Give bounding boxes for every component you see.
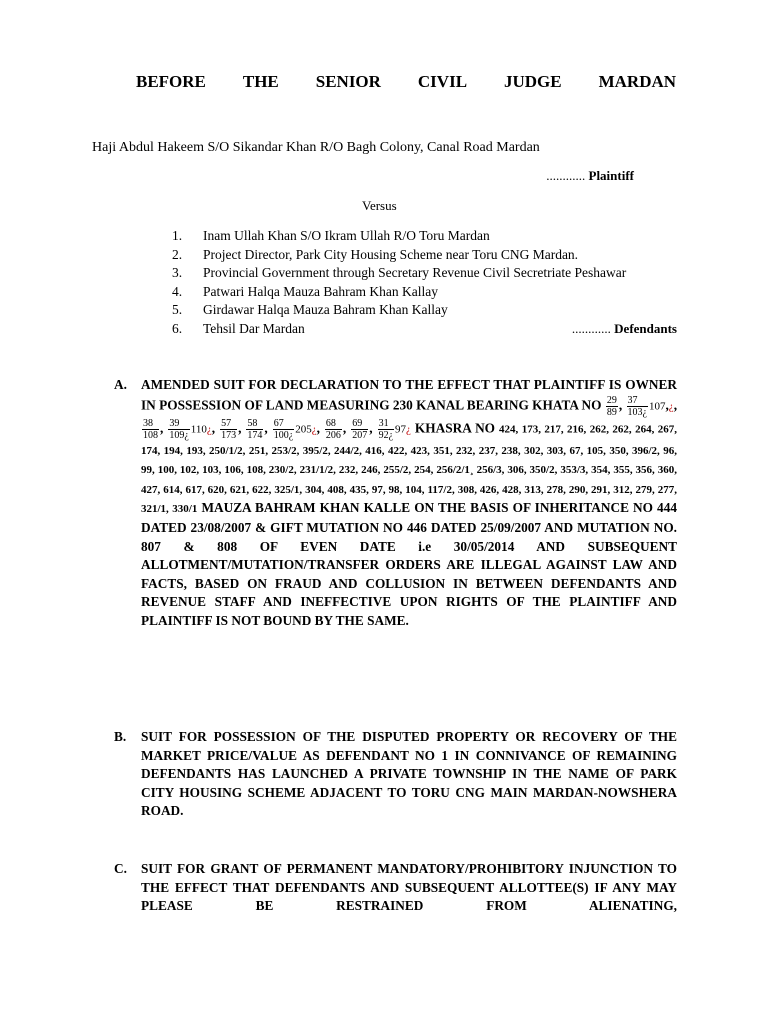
khata-value: 107: [648, 400, 666, 413]
title-word: THE: [242, 72, 279, 91]
defendant-name: Inam Ullah Khan S/O Ikram Ullah R/O Toru Mardan: [203, 228, 490, 243]
unknown-glyph: ¿: [206, 423, 212, 436]
defendants-dots: ............: [571, 320, 611, 336]
list-number: 5.: [172, 302, 183, 317]
section-c-body: SUIT FOR GRANT OF PERMANENT MANDATORY/PROHIBITORY INJUNCTION TO THE EFFECT THAT DEFENDANTS AND SUBSEQUENT ALLOTTEE(S) IF ANY MAY PLEASE BE RESTRAINED FROM ALIENATING,: [141, 861, 677, 914]
khata-fraction: $\frac{38}{108}$: [143, 417, 158, 441]
khata-fraction: $\frac{58}{174}$: [247, 417, 263, 441]
title-word: BEFORE: [136, 72, 206, 91]
plaintiff-role-label: Plaintiff: [588, 168, 634, 183]
khata-value: 205: [295, 423, 312, 436]
title-word: SENIOR: [315, 72, 381, 91]
defendant-name: Tehsil Dar Mardan: [203, 320, 305, 336]
section-a-intro: AMENDED SUIT FOR DECLARATION TO THE EFFECT THAT PLAINTIFF IS OWNER IN POSSESSION OF LAND MEASURING 230 KANAL BEARING KHATA NO: [141, 377, 677, 413]
list-item: [172, 301, 677, 320]
list-item: [172, 320, 677, 339]
section-label: C.: [114, 861, 127, 876]
list-item: [172, 227, 677, 246]
khata-fraction: $\frac{67}{100¿}$: [273, 417, 294, 441]
section-b-body: SUIT FOR POSSESSION OF THE DISPUTED PROPERTY OR RECOVERY OF THE MARKET PRICE/VALUE AS DEFENDANT NO 1 IN CONNIVANCE OF REMAINING DEFENDANTS HAS LAUNCHED A PRIVATE TOWNSHIP IN THE NAME OF PARK CITY HOUSING SCHEME ADJACENT TO TORU CNG MAIN MARDAN-NOWSHERA ROAD.: [141, 729, 677, 819]
unknown-glyph: ¿: [406, 423, 411, 436]
list-item: [172, 264, 677, 283]
section-b: [114, 728, 677, 821]
defendant-name: Provincial Government through Secretary Revenue Civil Secretriate Peshawar: [203, 265, 627, 280]
plaintiff-dots: ............: [546, 168, 586, 183]
khasra-numbers: 424, 173, 217, 216, 262, 262, 264, 267, 174, 194, 193, 250/1/2, 251, 253/2, 395/2, 244/2, 416, 422, 423, 351, 232, 237, 238, 302, 303, 67, 105, 350, 396/2, 96, 99, 100, 102, 103, 106, 108, 230/2, 231/1/2, 232, 246, 255/2, 254, 256/2/1¸ 256/3, 306, 350/2, 353/3, 354, 355, 356, 360, 427, 614, 617, 620, 621, 622, 325/1, 304, 408, 435, 97, 98, 104, 117/2, 308, 426, 428, 313, 278, 290, 291, 312, 279, 277, 321/1, 330/1: [141, 423, 677, 516]
section-a: [114, 376, 677, 631]
section-label: A.: [114, 377, 127, 392]
khata-fraction: $\frac{29}{89}$: [606, 394, 617, 418]
section-label: B.: [114, 729, 127, 744]
khata-value: 97: [395, 423, 407, 436]
defendant-last-row: [203, 320, 677, 339]
title-word: JUDGE: [504, 72, 562, 91]
khata-fraction: $\frac{39}{109¿}$: [169, 417, 189, 441]
defendant-name: Project Director, Park City Housing Scheme near Toru CNG Mardan.: [203, 246, 579, 262]
list-number: 4.: [172, 283, 183, 299]
section-a-body: AMENDED SUIT FOR DECLARATION TO THE EFFECT THAT PLAINTIFF IS OWNER IN POSSESSION OF LAND MEASURING 230 KANAL BEARING KHATA NO $\frac{29}{89}$ , $\frac{37}{103¿}$ 107,¿, $\frac{38}{108}$ , $\frac{39}{109¿}$ 110¿, $\frac{57}{173}$ , $\frac{58}{174}$ , $\frac{67}{100¿}$ 205¿, $\frac{68}{206}$ , $\frac{69}{207}$ , $\frac{31}{92¿}$ 97¿ KHASRA NO 424, 173, 217, 216, 262, 262, 264, 267, 174, 194, 193, 250/1/2, 251, 253/2, 395/2, 244/2, 416, 422, 423, 351, 232, 237, 238, 302, 303, 67, 105, 350, 396/2, 96, 99, 100, 102, 103, 106, 108, 230/2, 231/1/2, 232, 246, 255/2, 254, 256/2/1¸ 256/3, 306, 350/2, 353/3, 354, 355, 356, 360, 427, 614, 617, 620, 621, 622, 325/1, 304, 408, 435, 97, 98, 104, 117/2, 308, 426, 428, 313, 278, 290, 291, 312, 279, 277, 321/1, 330/1 MAUZA BAHRAM KHAN KALLE ON THE BASIS OF INHERITANCE NO 444 DATED 23/08/2007 & GIFT MUTATION NO 446 DATED 25/09/2007 AND MUTATION NO. 807 & 808 OF EVEN DATE i.e 30/05/2014 AND SUBSEQUENT ALLOTMENT/MUTATION/TRANSFER ORDERS ARE ILLEGAL AGAINST LAW AND FACTS, BASED ON FRAUD AND COLLUSION IN BETWEEN DEFENDANTS AND REVENUE STAFF AND INEFFECTIVE UPON RIGHTS OF THE PLAINTIFF AND PLAINTIFF IS NOT BOUND BY THE SAME.: [141, 377, 678, 628]
list-item: [172, 283, 677, 302]
defendants-role-label: Defendants: [614, 320, 677, 336]
list-number: 3.: [172, 265, 183, 280]
section-a-rest: MAUZA BAHRAM KHAN KALLE ON THE BASIS OF INHERITANCE NO 444 DATED 23/08/2007 & GIFT MUTATION NO 446 DATED 25/09/2007 AND MUTATION NO. 807 & 808 OF EVEN DATE i.e 30/05/2014 AND SUBSEQUENT ALLOTMENT/MUTATION/TRANSFER ORDERS ARE ILLEGAL AGAINST LAW AND FACTS, BASED ON FRAUD AND COLLUSION IN BETWEEN DEFENDANTS AND REVENUE STAFF AND INEFFECTIVE UPON RIGHTS OF THE PLAINTIFF AND PLAINTIFF IS NOT BOUND BY THE SAME.: [141, 500, 678, 628]
list-number: 6.: [172, 320, 183, 336]
plaintiff-details: Haji Abdul Hakeem S/O Sikandar Khan R/O Bagh Colony, Canal Road Mardan: [92, 140, 540, 155]
defendant-name: Girdawar Halqa Mauza Bahram Khan Kallay: [203, 302, 448, 317]
unknown-glyph: ¿: [668, 400, 674, 413]
versus-label: Versus: [362, 198, 397, 213]
khasra-label: KHASRA NO: [414, 420, 496, 436]
list-number: 2.: [172, 246, 183, 262]
defendants-list: [172, 227, 677, 338]
title-word: CIVIL: [417, 72, 468, 91]
khata-value: 110: [190, 423, 207, 436]
unknown-glyph: ¿: [311, 423, 317, 436]
khata-fraction: $\frac{31}{92¿}$: [378, 417, 394, 441]
defendant-name: Patwari Halqa Mauza Bahram Khan Kallay: [203, 283, 439, 299]
list-number: 1.: [172, 228, 183, 243]
section-c: [114, 860, 677, 916]
plaintiff-role: [546, 168, 634, 184]
list-item: [172, 246, 677, 265]
khata-fraction: $\frac{69}{207}$: [352, 417, 368, 441]
khata-fraction: $\frac{37}{103¿}$: [627, 394, 647, 418]
khata-fraction: $\frac{57}{173}$: [221, 417, 237, 441]
khata-fraction: $\frac{68}{206}$: [325, 417, 341, 441]
court-title: [136, 72, 676, 92]
title-word: MARDAN: [598, 72, 677, 91]
defendants-role: [572, 320, 677, 339]
